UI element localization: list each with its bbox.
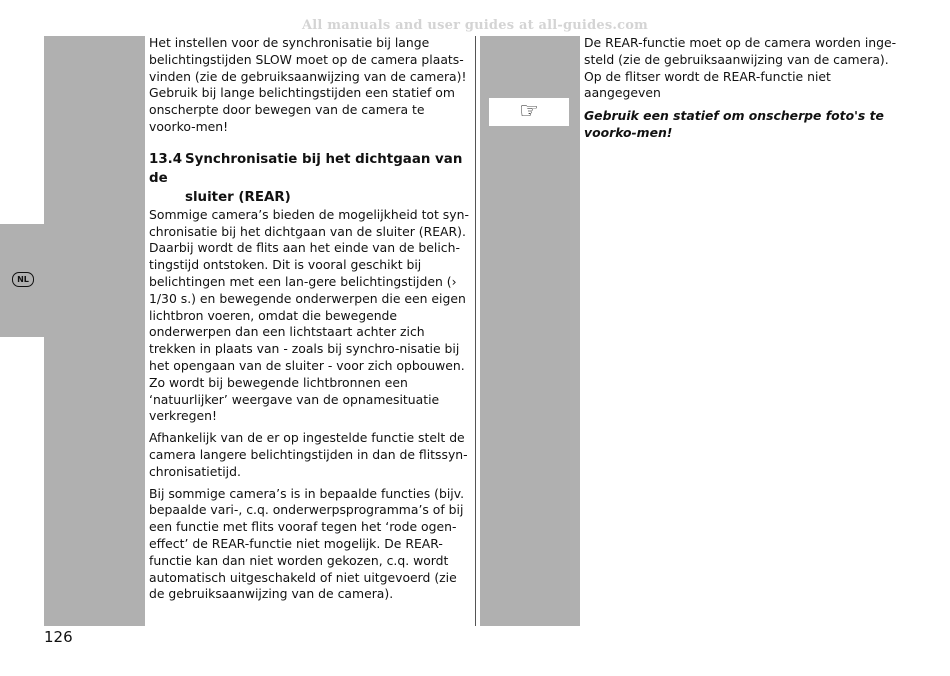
section-heading [149, 150, 472, 207]
pointing-hand-icon: ☞ [519, 99, 539, 124]
watermark: All manuals and user guides at all-guides.com [301, 18, 649, 33]
section-title-line1: Synchronisatie bij het dichtgaan van de [149, 151, 463, 186]
right-column [584, 35, 906, 147]
body-paragraph-3: Bij sommige camera’s is in bepaalde functies (bijv. bepaalde vari-, c.q. onderwerpsprogramma’s of bij een functie met flits vooraf tegen het ‘rode ogen-effect’ de REAR-functie niet mogelijk. De REAR-functie kan dan niet worden gekozen, c.q. wordt automatisch uitgeschakeld of niet uitgevoerd (zie de gebruiksaanwijzing van de camera). [149, 485, 465, 602]
body-paragraph-2: Afhankelijk van de er op ingestelde functie stelt de camera langere belichtingstijden in dan de flitssyn-chronisatietijd. [149, 430, 468, 479]
intro-paragraph: Het instellen voor de synchronisatie bij lange belichtingstijden SLOW moet op de camera plaats-vinden (zie de gebruiksaanwijzing van de camera)! Gebruik bij lange belichtingstijden een statief om onscherpte door bewegen van de camera te voorko-men! [149, 35, 467, 134]
page-number: 126 [44, 628, 73, 646]
right-paragraph: De REAR-functie moet op de camera worden inge-steld (zie de gebruiksaanwijzing van de camera). Op de flitser wordt de REAR-functie niet aangegeven [584, 35, 897, 101]
left-column [149, 35, 472, 608]
section-number: 13.4 [149, 151, 183, 167]
body-paragraph-1: Sommige camera’s bieden de mogelijkheid tot syn-chronisatie bij het dichtgaan van de sluiter (REAR). Daarbij wordt de flits aan het einde van de belich-tingstijd ontstoken. Dit is vooral geschikt bij belichtingen met een lan-gere belichtingstijden (› 1/30 s.) en bewegende onderwerpen die een eigen lichtbron voeren, omdat die bewegende onderwerpen dan een lichtstaart achter zich trekken in plaats van - zoals bij synchro-nisatie bij het opengaan van de sluiter - voor zich opbouwen. Zo wordt bij bewegende lichtbronnen een ‘natuurlijker’ weergave van de opnamesituatie verkregen! [149, 206, 469, 424]
tip-box [489, 98, 569, 126]
section-title-line2: sluiter (REAR) [185, 189, 291, 205]
tip-text: Gebruik een statief om onscherpe foto's te voorko-men! [584, 108, 884, 140]
left-margin-band [44, 36, 145, 626]
language-badge: NL [12, 272, 34, 287]
column-divider [475, 36, 476, 626]
